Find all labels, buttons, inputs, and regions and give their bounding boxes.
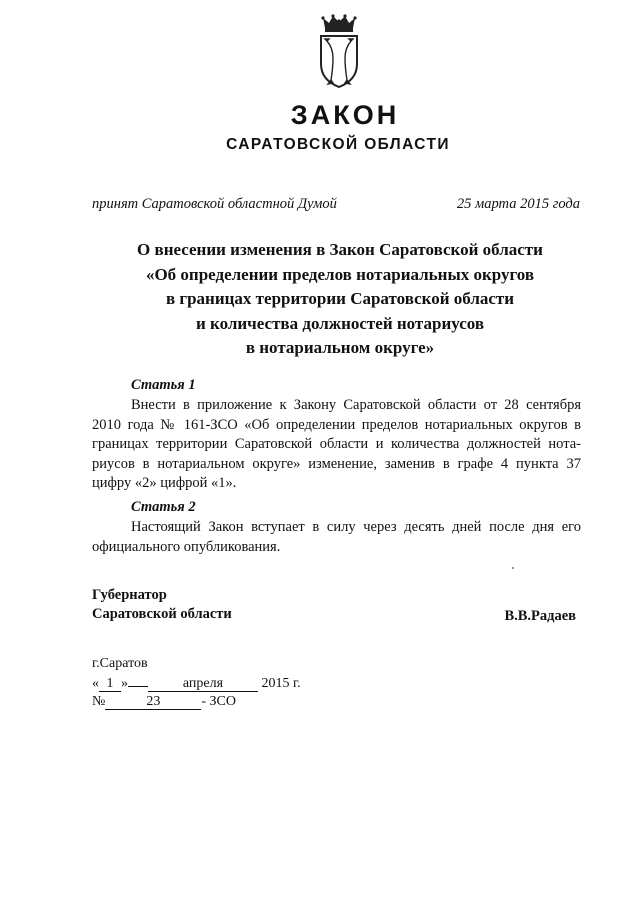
article-2-line: официального опубликования.	[92, 538, 281, 555]
article-1-line: границах территории Саратовской области и количества должностей нота-	[92, 436, 581, 452]
scan-speck	[512, 567, 514, 569]
law-title: ЗАКОН	[290, 100, 400, 130]
heading-line: О внесении изменения в Закон Саратовской области	[137, 240, 543, 259]
article-1-text	[92, 396, 581, 494]
article-1-title: Статья 1	[131, 377, 196, 393]
article-2-text	[92, 518, 581, 557]
date-month: апреля	[148, 676, 258, 692]
article-1-line: Внести в приложение к Закону Саратовской области от 28 сентября	[131, 397, 581, 413]
heading-line: в нотариальном округе»	[245, 338, 435, 357]
number-suffix: - ЗСО	[201, 694, 236, 709]
footer-city: г.Саратов	[92, 656, 148, 671]
law-heading	[70, 238, 610, 361]
date-open-quote: «	[92, 676, 99, 691]
law-number: 23	[105, 694, 201, 710]
heading-line: «Об определении пределов нотариальных округов	[145, 264, 535, 284]
article-1-line: риусов в нотариальном округе» изменение, заменив в графе 4 пункта 37	[92, 455, 581, 472]
footer-date-line	[92, 676, 301, 692]
law-subtitle: САРАТОВСКОЙ ОБЛАСТИ	[226, 136, 450, 153]
footer-number-line	[92, 694, 236, 710]
date-blank	[128, 686, 148, 687]
heading-line: и количества должностей нотариусов	[195, 313, 485, 333]
number-sign: №	[92, 694, 106, 709]
adoption-text: принят Саратовской областной Думой	[92, 196, 337, 212]
saratov-coat-of-arms-icon	[313, 14, 365, 90]
adoption-date: 25 марта 2015 года	[456, 196, 580, 212]
date-close-quote: »	[121, 676, 128, 691]
heading-line: в границах территории Саратовской области	[165, 289, 515, 308]
article-2-title: Статья 2	[131, 499, 196, 515]
article-1-line: цифру «2» цифрой «1».	[92, 475, 237, 491]
article-1-line: 2010 года № 161-ЗСО «Об определении пределов нотариальных округов в	[92, 416, 581, 433]
article-2-line: Настоящий Закон вступает в силу через десять дней после дня его	[131, 519, 581, 535]
date-day: 1	[99, 676, 121, 692]
date-year: 2015 г.	[261, 676, 301, 691]
signature-position-line2: Саратовской области	[92, 606, 232, 622]
signature-position-line1: Губернатор	[92, 587, 167, 603]
signature-name: В.В.Радаев	[504, 608, 576, 624]
